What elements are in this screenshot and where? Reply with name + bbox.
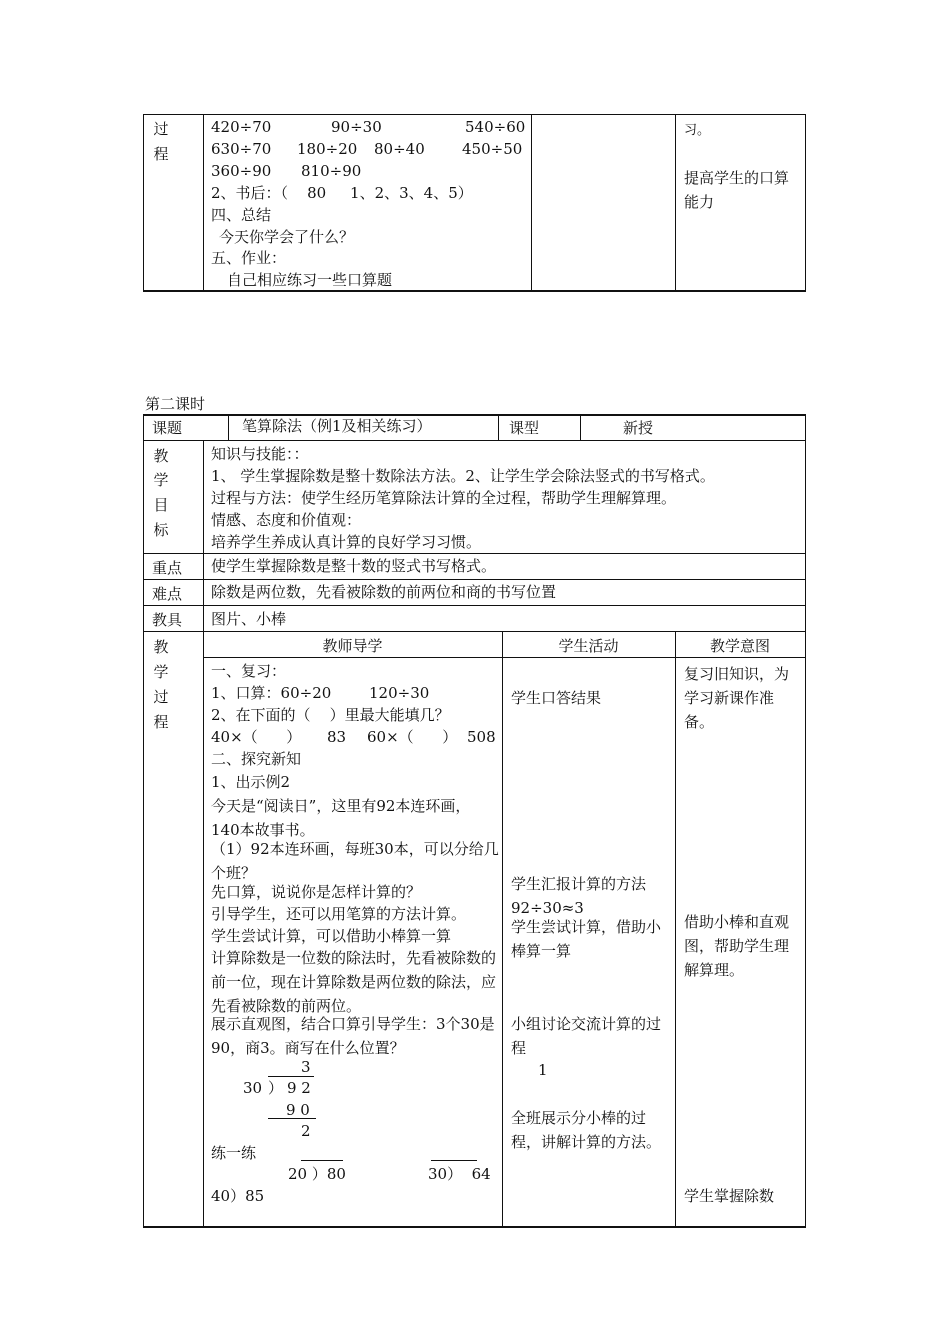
goals-label-char: 教 — [153, 447, 169, 465]
col-header-intent: 教学意图 — [709, 637, 770, 655]
explore-heading: 二、探究新知 — [211, 750, 302, 768]
goals-label-char: 标 — [153, 521, 169, 539]
tools-label: 教具 — [152, 611, 183, 629]
ld-product: 9 0 — [286, 1101, 310, 1119]
goal-line: 知识与技能：： — [211, 445, 309, 463]
teacher-paragraph: 先口算，说说你是怎样计算的？ — [211, 883, 422, 901]
student-activity: 全班展示分小棒的过程，讲解计算的方法。 — [511, 1109, 662, 1151]
process-label-char: 学 — [153, 663, 169, 681]
teacher-paragraph: （1）92本连环画，每班30本，可以分给几个班？ — [211, 840, 499, 882]
lesson-table-border — [143, 605, 806, 606]
teaching-intent: 复习旧知识，为学习新课作准备。 — [684, 665, 790, 731]
section-homework: 五、作业： — [211, 249, 287, 267]
student-activity: 学生尝试计算，借助小棒算一算 — [511, 918, 662, 960]
topic-label: 课题 — [152, 419, 183, 437]
type-value: 新授 — [623, 419, 654, 437]
summary-question: 今天你学会了什么？ — [219, 228, 355, 246]
teaching-intent: 学生掌握除数 — [684, 1187, 775, 1205]
lesson-table-border — [675, 631, 676, 1227]
col-header-student: 学生活动 — [558, 637, 619, 655]
process-label-char: 程 — [153, 713, 169, 731]
oral-calc: 180÷20 — [297, 140, 358, 158]
difficulty-label: 难点 — [152, 585, 183, 603]
oral-calc: 630÷70 — [211, 140, 272, 158]
ld-bracket: ） — [268, 1079, 284, 1097]
fill-question: 2、在下面的（ ）里最大能填几？ — [211, 706, 450, 724]
practice-item: 20 ）80 — [288, 1165, 346, 1183]
process-label-char: 教 — [153, 638, 169, 656]
lesson-table-border — [498, 414, 499, 440]
oral-calc: 120÷30 — [369, 684, 430, 702]
teaching-intent: 借助小棒和直观图，帮助学生理解算理。 — [684, 913, 790, 979]
lesson-table-border — [203, 657, 806, 658]
lesson-table-border — [143, 414, 806, 416]
goals-label-char: 目 — [153, 496, 169, 514]
fill-item: 83 — [327, 728, 347, 746]
top-table-border — [805, 114, 806, 291]
section-title: 第二课时 — [145, 395, 206, 413]
fill-item: 60×（ ） — [367, 728, 458, 746]
ld-division-bar — [268, 1076, 314, 1077]
oral-calc: 360÷90 — [211, 162, 272, 180]
lesson-table-border — [805, 414, 806, 1227]
difficulty-value: 除数是两位数，先看被除数的前两位和商的书写位置 — [211, 583, 557, 601]
oral-calc: 450÷50 — [462, 140, 523, 158]
book-exercise: 2、书后：（ 80 1、2、3、4、5） — [211, 184, 473, 202]
top-table-border — [531, 114, 532, 291]
example-title: 1、出示例2 — [211, 773, 291, 791]
top-table-border — [143, 114, 144, 291]
oral-calc: 80÷40 — [374, 140, 425, 158]
top-label-char: 过 — [153, 120, 169, 138]
homework-text: 自己相应练习一些口算题 — [227, 271, 393, 289]
lesson-table-border — [143, 579, 806, 580]
lesson-table-border — [580, 414, 581, 440]
section-summary: 四、总结 — [211, 206, 272, 224]
student-activity: 小组讨论交流计算的过程 — [511, 1015, 662, 1057]
lesson-table-border — [143, 414, 144, 1227]
lesson-table-border — [228, 414, 229, 440]
practice-bar — [301, 1160, 343, 1161]
goals-label-char: 学 — [153, 471, 169, 489]
oral-calc: 810÷90 — [301, 162, 362, 180]
key-value: 使学生掌握除数是整十数的竖式书写格式。 — [211, 557, 497, 575]
practice-bar — [431, 1160, 477, 1161]
key-label: 重点 — [152, 559, 183, 577]
practice-heading: 练一练 — [211, 1144, 257, 1162]
student-activity: 学生汇报计算的方法92÷30≈3 — [511, 875, 647, 917]
col-header-teacher: 教师导学 — [322, 637, 383, 655]
top-table-border — [203, 114, 204, 291]
top-table-border — [143, 114, 806, 115]
top-intent-2: 提高学生的口算能力 — [684, 169, 790, 211]
ld-remainder: 2 — [301, 1122, 311, 1140]
process-label-char: 过 — [153, 688, 169, 706]
practice-item: 40）85 — [211, 1187, 265, 1205]
goal-line: 情感、态度和价值观： — [211, 511, 362, 529]
teacher-paragraph: 展示直观图，结合口算引导学生：3个30是90，商3。商写在什么位置？ — [211, 1015, 495, 1057]
top-table-border — [143, 290, 806, 292]
type-label: 课型 — [509, 419, 540, 437]
tools-value: 图片、小棒 — [211, 610, 287, 628]
ld-subtract-bar — [268, 1118, 316, 1119]
student-activity: 1 — [538, 1061, 548, 1079]
goal-line: 1、 学生掌握除数是整十数除法方法。2、让学生学会除法竖式的书写格式。 — [211, 467, 715, 485]
student-activity: 学生口答结果 — [511, 689, 602, 707]
lesson-table-border — [143, 1226, 806, 1228]
oral-calc: 1、口算：60÷20 — [211, 684, 332, 702]
teacher-paragraph: 学生尝试计算，可以借助小棒算一算 — [211, 927, 452, 945]
ld-quotient: 3 — [301, 1058, 311, 1076]
lesson-table-border — [502, 631, 503, 1227]
oral-calc: 540÷60 — [465, 118, 526, 136]
top-label-char: 程 — [153, 145, 169, 163]
topic-value: 笔算除法（例1及相关练习） — [242, 417, 432, 435]
fill-item: 508 — [467, 728, 496, 746]
teacher-paragraph: 今天是“阅读日”，这里有92本连环画，140本故事书。 — [211, 797, 471, 839]
goal-line: 培养学生养成认真计算的良好学习习惯。 — [211, 533, 482, 551]
top-table-border — [675, 114, 676, 291]
teacher-paragraph: 引导学生，还可以用笔算的方法计算。 — [211, 905, 467, 923]
ld-dividend: 9 2 — [287, 1079, 311, 1097]
lesson-table-border — [203, 440, 204, 1227]
practice-item: 30） 64 — [428, 1165, 491, 1183]
oral-calc: 90÷30 — [331, 118, 382, 136]
oral-calc: 420÷70 — [211, 118, 272, 136]
lesson-table-border — [143, 553, 806, 554]
lesson-table-border — [143, 631, 806, 632]
lesson-table-border — [143, 440, 806, 441]
top-intent-1: 习。 — [684, 123, 711, 138]
ld-divisor: 30 — [243, 1079, 263, 1097]
fill-item: 40×（ ） — [211, 728, 302, 746]
review-heading: 一、复习： — [211, 662, 287, 680]
teacher-paragraph: 计算除数是一位数的除法时，先看被除数的前一位，现在计算除数是两位数的除法，应先看被除数的前两位。 — [211, 949, 497, 1015]
goal-line: 过程与方法：使学生经历笔算除法计算的全过程，帮助学生理解算理。 — [211, 489, 677, 507]
